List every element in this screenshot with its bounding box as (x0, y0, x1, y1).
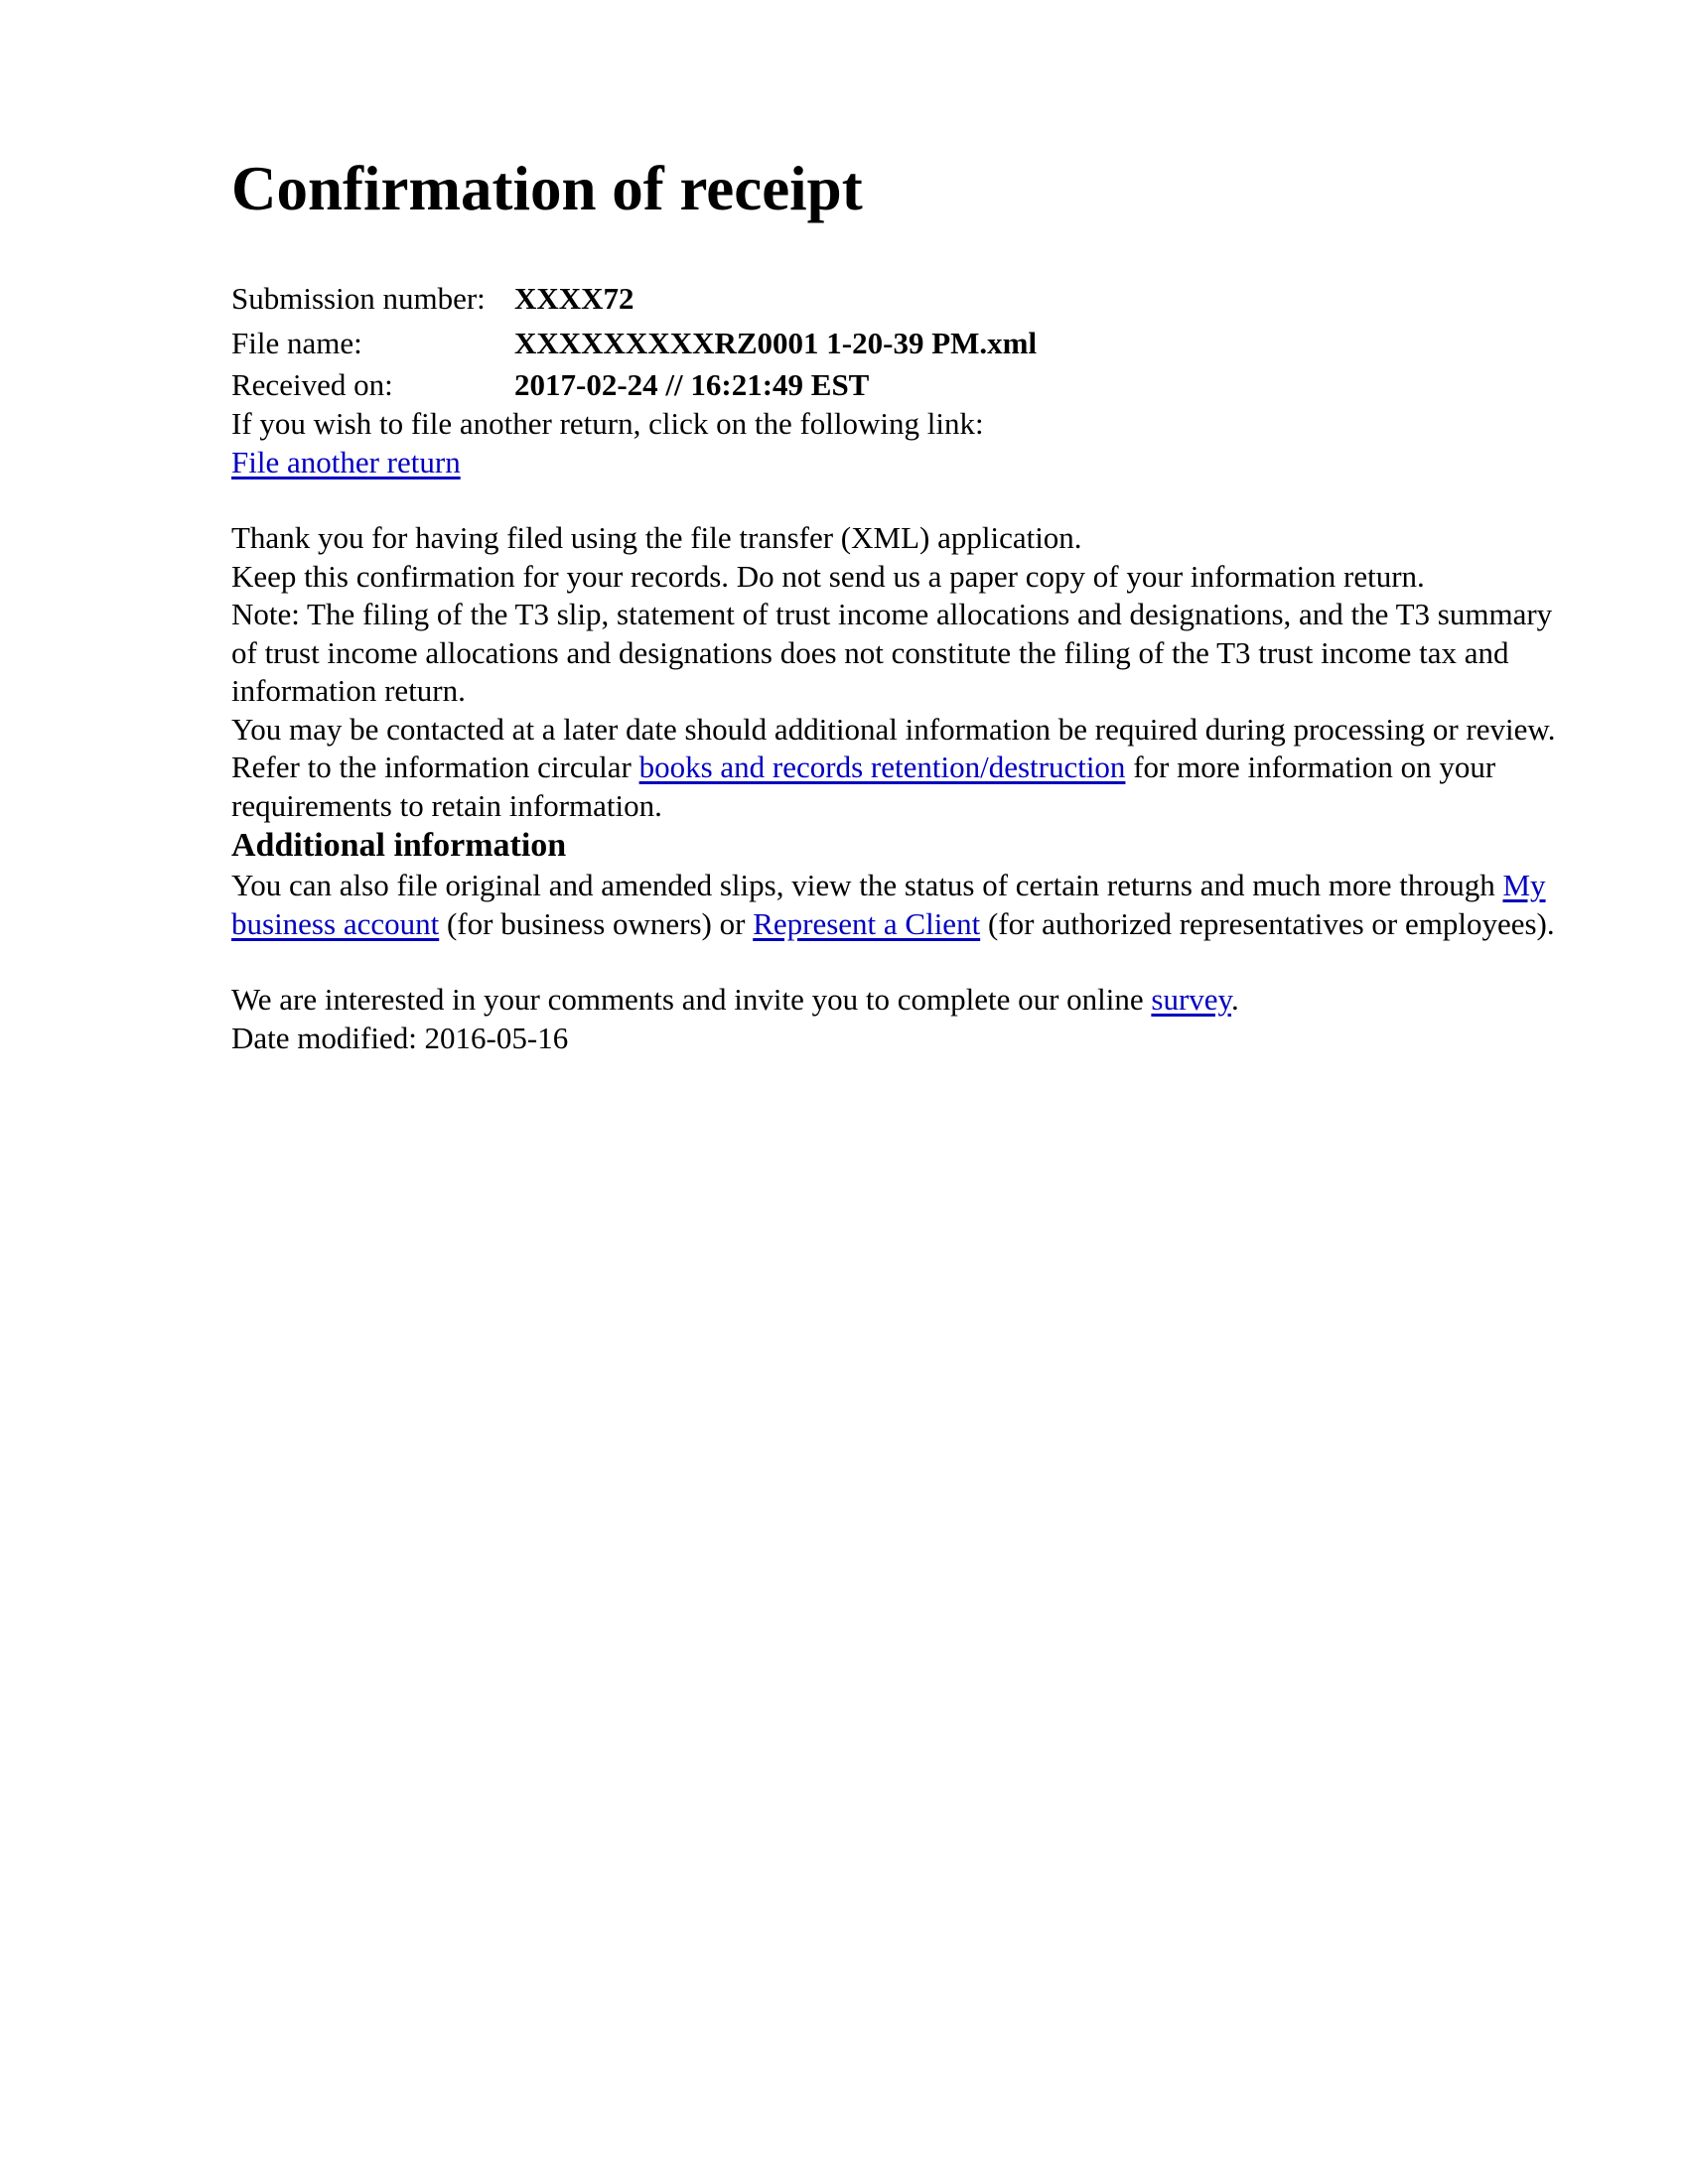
page-title: Confirmation of receipt (231, 154, 863, 223)
keep-text: Keep this confirmation for your records. Do not send us a paper copy of your information return. (231, 558, 1425, 594)
received-on-value: 2017-02-24 // 16:21:49 EST (514, 367, 870, 402)
represent-a-client-link[interactable]: Represent a Client (753, 905, 981, 941)
refer-before: Refer to the information circular (231, 750, 639, 784)
refer-text (231, 749, 1562, 825)
survey-after: . (1231, 982, 1239, 1017)
received-on-label: Received on: (231, 367, 393, 402)
my-business-account-link[interactable]: My business account (231, 868, 1546, 941)
survey-before: We are interested in your comments and invite you to complete our online (231, 982, 1152, 1017)
submission-number-value: XXXX72 (514, 281, 634, 316)
books-records-link[interactable]: books and records retention/destruction (638, 750, 1126, 784)
file-name-row (231, 321, 1562, 365)
received-on-row (231, 365, 1562, 405)
additional-middle: (for business owners) or (439, 905, 754, 941)
contact-text: You may be contacted at a later date should additional information be required during processing or review. (231, 711, 1556, 747)
submission-number-label: Submission number: (231, 281, 486, 316)
file-name-value: XXXXXXXXXRZ0001 1-20-39 PM.xml (514, 326, 1038, 360)
date-modified: Date modified: 2016-05-16 (231, 1020, 569, 1055)
refer-after: for more information on your requirements to retain information. (231, 750, 1496, 823)
file-another-return-link[interactable]: File another return (231, 444, 461, 479)
additional-info-heading: Additional information (231, 827, 567, 864)
note-text: Note: The filing of the T3 slip, statement of trust income allocations and designations, and the T3 summary of trust income allocations and designations does not constitute the filing of the T3 trust income tax and information return. (231, 597, 1553, 708)
survey-link[interactable]: survey (1151, 982, 1232, 1017)
file-name-label: File name: (231, 326, 362, 360)
submission-number-row (231, 276, 1562, 321)
survey-text (231, 981, 1562, 1020)
file-another-prompt: If you wish to file another return, click on the following link: (231, 406, 984, 441)
additional-info-text (231, 867, 1562, 943)
thanks-text: Thank you for having filed using the file transfer (XML) application. (231, 520, 1082, 555)
additional-after: (for authorized representatives or employees). (980, 905, 1555, 941)
confirmation-page (231, 149, 1562, 1057)
additional-before: You can also file original and amended slips, view the status of certain returns and much more through (231, 868, 1503, 902)
